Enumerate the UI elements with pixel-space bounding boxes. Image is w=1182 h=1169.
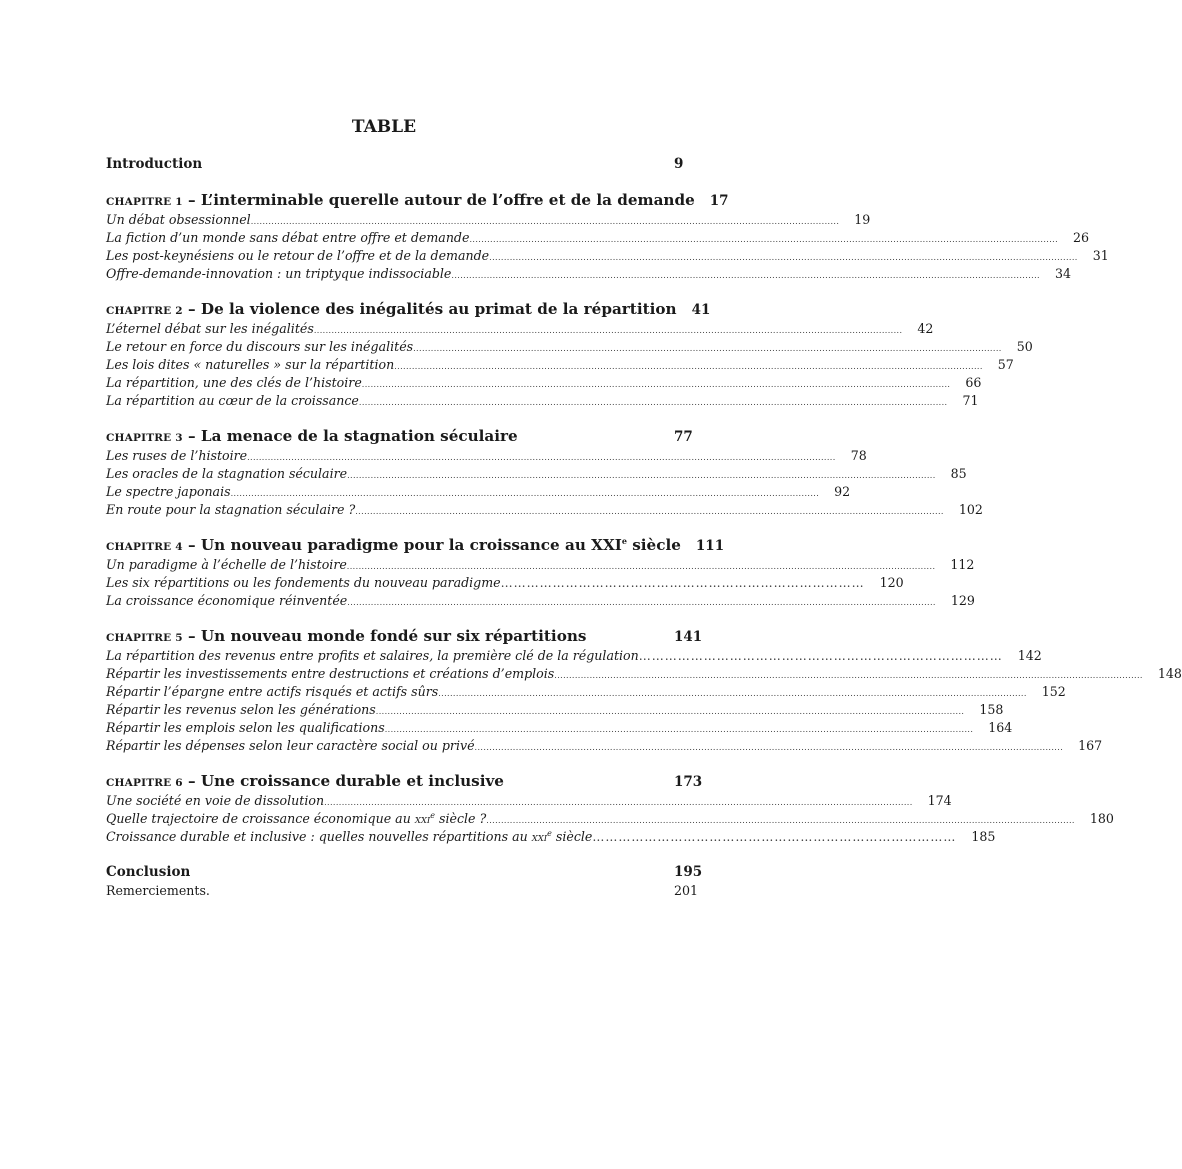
- entry-title: [106, 392, 359, 410]
- entry-text: Les oracles de la stagnation séculaire: [106, 466, 348, 481]
- entry-text: La fiction d’un monde sans débat entre offre et demande: [106, 230, 470, 245]
- toc-entry[interactable]: [106, 792, 952, 810]
- entry-title: [106, 683, 438, 701]
- leader-dots: …………………………………………………………………………: [500, 576, 865, 590]
- entry-title: [106, 737, 475, 755]
- entry-title: [106, 719, 385, 737]
- leader-dots: ........................................................................................................................................................................................................: [355, 507, 944, 516]
- entry-title: [106, 556, 347, 574]
- entry-title: [106, 356, 394, 374]
- leader-dots: ........................................................................................................................................................................................................: [347, 598, 936, 607]
- introduction-label: Introduction: [106, 156, 203, 172]
- entry-page: 120: [879, 575, 904, 590]
- entry-title: [106, 338, 413, 356]
- toc-entry[interactable]: [106, 483, 851, 501]
- entry-text: Un débat obsessionnel: [106, 212, 251, 227]
- toc-entry[interactable]: [106, 229, 1090, 247]
- entry-page: 185: [971, 829, 996, 844]
- leader-dots: ........................................................................................................................................................................................................: [384, 725, 974, 734]
- entry-page: 57: [997, 357, 1014, 372]
- leader-dots: ........................................................................................................................................................................................................: [361, 380, 951, 389]
- entry-title: [106, 483, 231, 501]
- entry-page: 71: [962, 393, 979, 408]
- chapter-heading[interactable]: [106, 771, 703, 792]
- acknowledgements-page: 201: [674, 883, 699, 898]
- entry-page: 34: [1054, 266, 1071, 281]
- entry-sup: e: [547, 828, 552, 838]
- toc-entry[interactable]: [106, 320, 934, 338]
- chapter-title: [106, 535, 681, 558]
- chapter-label: CHAPITRE 4: [106, 541, 183, 553]
- leader-dots: ........................................................................................................................................................................................................: [469, 235, 1059, 244]
- entry-text: Les post-keynésiens ou le retour de l’offre et de la demande: [106, 248, 490, 263]
- leader-dots: ........................................................................................................................................................................................................: [247, 453, 836, 462]
- toc-introduction[interactable]: [106, 154, 700, 174]
- entry-page: 102: [958, 502, 983, 517]
- entry-title: [106, 647, 639, 665]
- entry-text: La croissance économique réinventée: [106, 593, 348, 608]
- entry-text: Répartir l’épargne entre actifs risqués et actifs sûrs: [106, 684, 439, 699]
- chapter-label: CHAPITRE 5: [106, 632, 183, 644]
- entry-text: Les ruses de l’histoire: [106, 448, 248, 463]
- toc-entry[interactable]: [106, 501, 983, 519]
- toc-entry[interactable]: [106, 392, 979, 410]
- entry-title: [106, 810, 486, 830]
- entry-title: [106, 792, 324, 810]
- toc-entry[interactable]: [106, 592, 975, 610]
- entry-page: 129: [950, 593, 975, 608]
- chapter-label: CHAPITRE 2: [106, 305, 183, 317]
- entry-title: [106, 320, 314, 338]
- entry-page: 19: [854, 212, 871, 227]
- entry-page: 31: [1092, 248, 1109, 263]
- chapter-title-text: – L’interminable querelle autour de l’offre et de la demande: [182, 191, 695, 209]
- entry-page: 112: [950, 557, 975, 572]
- leader-dots: ........................................................................................................................................................................................................: [346, 562, 936, 571]
- entry-title: [106, 247, 489, 265]
- chapter-label: CHAPITRE 3: [106, 432, 183, 444]
- leader-dots: ........................................................................................................................................................................................................: [394, 362, 983, 371]
- table-of-contents: [106, 154, 1182, 900]
- toc-entry[interactable]: [106, 447, 867, 465]
- toc-conclusion[interactable]: [106, 862, 703, 882]
- leader-dots: …………………………………………………………………………: [592, 830, 957, 844]
- entry-page: 50: [1016, 339, 1033, 354]
- entry-text: La répartition des revenus entre profits et salaires, la première clé de la régulation: [106, 648, 639, 663]
- entry-text: En route pour la stagnation séculaire ?: [106, 502, 356, 517]
- entry-title: [106, 229, 469, 247]
- page-title: TABLE: [351, 117, 417, 137]
- entry-title: [106, 374, 362, 392]
- entry-text-after: siècle: [551, 829, 593, 844]
- chapter-title-sup: e: [621, 535, 627, 546]
- entry-page: 142: [1017, 648, 1042, 663]
- toc-entry[interactable]: [106, 737, 1103, 755]
- entry-small-caps: XXI: [414, 816, 431, 826]
- toc-entry[interactable]: [106, 719, 1013, 737]
- conclusion-label: Conclusion: [106, 864, 191, 880]
- entry-page: 167: [1078, 738, 1103, 753]
- entry-text: Quelle trajectoire de croissance économique au: [106, 811, 415, 826]
- toc-entry[interactable]: [106, 810, 1114, 828]
- toc-entry[interactable]: [106, 701, 1004, 719]
- toc-entry[interactable]: [106, 665, 1182, 683]
- chapter-page: 41: [691, 302, 711, 318]
- chapter-page: 17: [709, 193, 729, 209]
- entry-page: 152: [1041, 684, 1066, 699]
- entry-text: Répartir les investissements entre destructions et créations d’emplois: [106, 666, 555, 681]
- chapter-page: 173: [674, 774, 703, 790]
- chapter-title: [106, 426, 659, 449]
- entry-text: La répartition, une des clés de l’histoire: [106, 375, 362, 390]
- leader-dots: ........................................................................................................................................................................................................: [451, 271, 1040, 280]
- chapter-title: [106, 771, 659, 794]
- leader-dots: ........................................................................................................................................................................................................: [358, 398, 948, 407]
- toc-entry[interactable]: [106, 374, 982, 392]
- chapter-title-text: – Une croissance durable et inclusive: [182, 772, 504, 790]
- toc-entry[interactable]: [106, 683, 1066, 701]
- entry-small-caps: XXI: [531, 834, 548, 844]
- entry-page: 26: [1073, 230, 1090, 245]
- entry-page: 92: [834, 484, 851, 499]
- acknowledgements-label: Remerciements.: [106, 883, 210, 898]
- entry-text: Répartir les dépenses selon leur caractère social ou privé: [106, 738, 475, 753]
- chapter-title-text: – La menace de la stagnation séculaire: [182, 427, 518, 445]
- chapter-page: 111: [695, 538, 725, 554]
- leader-dots: ........................................................................................................................................................................................................: [486, 816, 1075, 825]
- leader-dots: ........................................................................................................................................................................................................: [438, 689, 1027, 698]
- entry-title: [106, 701, 376, 719]
- toc-entry[interactable]: [106, 211, 871, 229]
- entry-sup: e: [430, 810, 436, 820]
- entry-title: [106, 828, 592, 848]
- toc-acknowledgements[interactable]: [106, 882, 700, 900]
- entry-text: Répartir les revenus selon les générations: [106, 702, 376, 717]
- chapter-heading[interactable]: [106, 535, 725, 556]
- toc-entry[interactable]: [106, 265, 1071, 283]
- entry-text: Les six répartitions ou les fondements du nouveau paradigme: [106, 575, 501, 590]
- toc-entry[interactable]: [106, 338, 1033, 356]
- toc-entry[interactable]: [106, 356, 1014, 374]
- leader-dots: ........................................................................................................................................................................................................: [474, 743, 1064, 752]
- leader-dots: ........................................................................................................................................................................................................: [347, 471, 936, 480]
- entry-page: 42: [917, 321, 934, 336]
- entry-page: 148: [1157, 666, 1182, 681]
- chapter-title-text: – De la violence des inégalités au primat de la répartition: [182, 300, 677, 318]
- chapter-title-after: siècle: [626, 536, 681, 554]
- entry-page: 164: [988, 720, 1013, 735]
- entry-page: 78: [850, 448, 867, 463]
- conclusion-page: 195: [674, 864, 703, 880]
- leader-dots: ........................................................................................................................................................................................................: [489, 253, 1078, 262]
- entry-text: Une société en voie de dissolution: [106, 793, 325, 808]
- leader-dots: ........................................................................................................................................................................................................: [554, 671, 1143, 680]
- entry-text: Le retour en force du discours sur les inégalités: [106, 339, 414, 354]
- entry-title: [106, 211, 251, 229]
- chapter-heading[interactable]: [106, 299, 711, 320]
- chapter-label: CHAPITRE 6: [106, 777, 183, 789]
- leader-dots: ........................................................................................................................................................................................................: [230, 489, 820, 498]
- toc-entry[interactable]: [106, 574, 904, 592]
- entry-text: Les lois dites « naturelles » sur la répartition: [106, 357, 395, 372]
- entry-title: [106, 574, 501, 592]
- chapter-heading[interactable]: [106, 626, 703, 647]
- introduction-page: 9: [674, 156, 684, 172]
- chapter-title: [106, 299, 677, 322]
- chapter-title-text: – Un nouveau paradigme pour la croissance au XXI: [182, 536, 622, 554]
- entry-page: 180: [1089, 811, 1114, 826]
- chapter-title: [106, 190, 695, 213]
- entry-title: [106, 592, 347, 610]
- leader-dots: …………………………………………………………………………: [638, 649, 1003, 663]
- entry-text: Croissance durable et inclusive : quelles nouvelles répartitions au: [106, 829, 532, 844]
- entry-text: Le spectre japonais: [106, 484, 231, 499]
- entry-page: 158: [979, 702, 1004, 717]
- entry-title: [106, 501, 355, 519]
- chapter-title-text: – Un nouveau monde fondé sur six répartitions: [182, 627, 587, 645]
- chapter-heading[interactable]: [106, 190, 729, 211]
- toc-entry[interactable]: [106, 828, 996, 846]
- chapter-title: [106, 626, 659, 649]
- entry-text: Répartir les emplois selon les qualifications: [106, 720, 385, 735]
- toc-entry[interactable]: [106, 556, 975, 574]
- chapter-page: 141: [674, 629, 703, 645]
- toc-entry[interactable]: [106, 465, 967, 483]
- entry-title: [106, 447, 247, 465]
- leader-dots: ........................................................................................................................................................................................................: [324, 798, 913, 807]
- chapters-list: [106, 190, 1182, 846]
- entry-page: 174: [927, 793, 952, 808]
- entry-text: L’éternel débat sur les inégalités: [106, 321, 314, 336]
- entry-text: Offre-demande-innovation : un triptyque indissociable: [106, 266, 452, 281]
- entry-page: 66: [965, 375, 982, 390]
- leader-dots: ........................................................................................................................................................................................................: [413, 344, 1002, 353]
- entry-title: [106, 665, 554, 683]
- chapter-heading[interactable]: [106, 426, 700, 447]
- toc-entry[interactable]: [106, 647, 1042, 665]
- leader-dots: ........................................................................................................................................................................................................: [375, 707, 965, 716]
- entry-text-after: siècle ?: [435, 811, 487, 826]
- entry-text: La répartition au cœur de la croissance: [106, 393, 359, 408]
- chapter-label: CHAPITRE 1: [106, 196, 183, 208]
- entry-text: Un paradigme à l’échelle de l’histoire: [106, 557, 347, 572]
- entry-title: [106, 265, 451, 283]
- toc-entry[interactable]: [106, 247, 1109, 265]
- entry-title: [106, 465, 347, 483]
- leader-dots: ........................................................................................................................................................................................................: [250, 217, 840, 226]
- entry-page: 85: [950, 466, 967, 481]
- leader-dots: ........................................................................................................................................................................................................: [313, 326, 903, 335]
- chapter-page: 77: [674, 429, 693, 445]
